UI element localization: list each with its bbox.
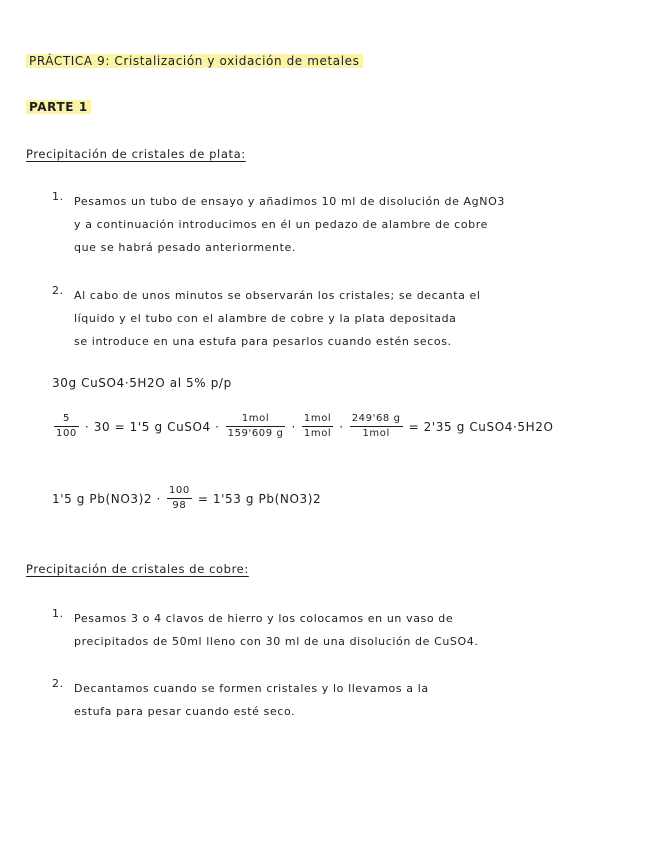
step-line: Pesamos 3 o 4 clavos de hierro y los colocamos en un vaso de bbox=[74, 612, 454, 625]
numerator: 100 bbox=[167, 484, 192, 499]
dot-operator: · bbox=[291, 419, 296, 434]
denominator: 100 bbox=[56, 428, 77, 439]
calc-result: = 2'35 g CuSO4·5H2O bbox=[408, 419, 554, 434]
fraction bbox=[226, 412, 286, 441]
step-line: se introduce en una estufa para pesarlos cuando estén secos. bbox=[74, 335, 452, 348]
calc-result: = 1'53 g Pb(NO3)2 bbox=[197, 491, 322, 506]
numerator: 5 bbox=[54, 412, 79, 427]
calculation-lead-nitrate bbox=[52, 484, 321, 513]
numerator: 249'68 g bbox=[350, 412, 403, 427]
fraction bbox=[54, 412, 79, 441]
denominator: 159'609 g bbox=[227, 428, 284, 439]
section-heading-silver: Precipitación de cristales de plata: bbox=[26, 147, 246, 161]
numerator: 1mol bbox=[226, 412, 286, 427]
denominator: 1mol bbox=[362, 428, 390, 439]
step-line: que se habrá pesado anteriormente. bbox=[74, 241, 296, 254]
calc-text: 1'5 g Pb(NO3)2 · bbox=[52, 491, 161, 506]
step-number: 2. bbox=[52, 677, 64, 690]
part-highlight: PARTE 1 bbox=[26, 100, 91, 114]
step-number: 1. bbox=[52, 190, 64, 203]
step-text bbox=[74, 607, 478, 653]
step-text bbox=[74, 677, 429, 723]
step-text bbox=[74, 284, 481, 353]
step-line: Decantamos cuando se formen cristales y lo llevamos a la bbox=[74, 682, 429, 695]
fraction bbox=[350, 412, 403, 441]
denominator: 1mol bbox=[303, 428, 332, 439]
step-text bbox=[74, 190, 505, 259]
given-data: 30g CuSO4·5H2O al 5% p/p bbox=[52, 376, 232, 390]
title-highlight: PRÁCTICA 9: Cristalización y oxidación de metales bbox=[26, 54, 363, 68]
step-line: líquido y el tubo con el alambre de cobre y la plata depositada bbox=[74, 312, 457, 325]
step-line: estufa para pesar cuando esté seco. bbox=[74, 705, 296, 718]
step-number: 1. bbox=[52, 607, 64, 620]
step-number: 2. bbox=[52, 284, 64, 297]
dot-operator: · bbox=[339, 419, 344, 434]
step-line: Al cabo de unos minutos se observarán los cristales; se decanta el bbox=[74, 289, 481, 302]
fraction bbox=[167, 484, 192, 513]
practice-title bbox=[26, 54, 363, 68]
step-line: precipitados de 50ml lleno con 30 ml de una disolución de CuSO4. bbox=[74, 635, 479, 648]
calc-text: · 30 = 1'5 g CuSO4 · bbox=[84, 419, 220, 434]
fraction bbox=[302, 412, 333, 441]
part-label bbox=[26, 100, 91, 114]
calculation-copper-sulfate bbox=[52, 412, 554, 441]
step-line: y a continuación introducimos en él un pedazo de alambre de cobre bbox=[74, 218, 488, 231]
denominator: 98 bbox=[172, 500, 187, 511]
section-heading-copper: Precipitación de cristales de cobre: bbox=[26, 562, 249, 576]
numerator: 1mol bbox=[302, 412, 333, 427]
step-line: Pesamos un tubo de ensayo y añadimos 10 ml de disolución de AgNO3 bbox=[74, 195, 505, 208]
